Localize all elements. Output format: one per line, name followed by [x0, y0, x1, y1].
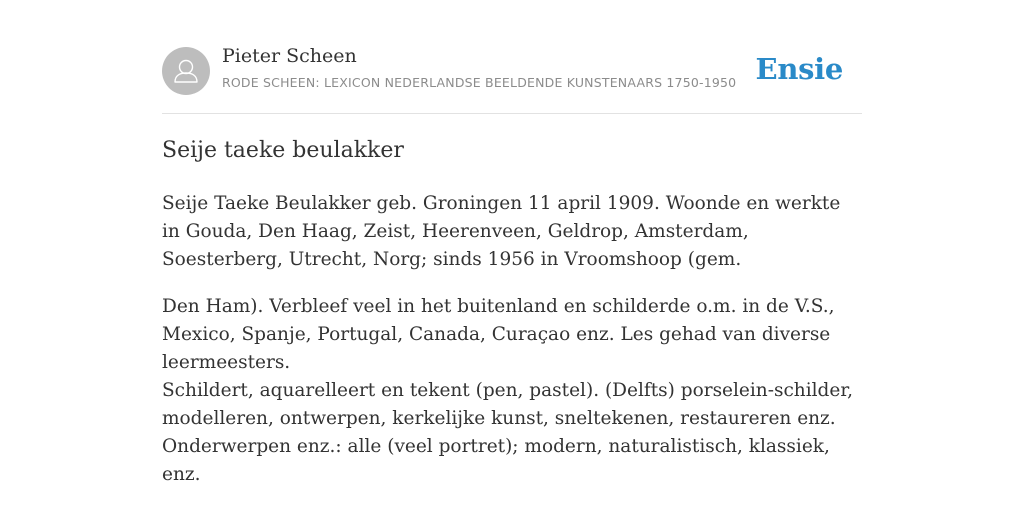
article-paragraph: Seije Taeke Beulakker geb. Groningen 11 april 1909. Woonde en werkte in Gouda, Den Haag, Zeist, Heerenveen, Geldrop, Amsterdam, Soesterberg, Utrecht, Norg; sinds 1956 in Vroomshoop (gem. — [162, 193, 841, 270]
article-card — [162, 0, 862, 485]
ensie-logo[interactable]: Ensie — [755, 52, 843, 86]
avatar[interactable] — [162, 47, 210, 95]
author-name[interactable]: Pieter Scheen — [222, 45, 357, 67]
article-paragraph: Den Ham). Verbleef veel in het buitenland en schilderde o.m. in de V.S., Mexico, Spanje, Portugal, Canada, Curaçao enz. Les gehad van diverse leermeesters. — [162, 296, 835, 373]
source-label[interactable]: RODE SCHEEN: LEXICON NEDERLANDSE BEELDENDE KUNSTENAARS 1750-1950 — [222, 75, 737, 90]
page-title: Seije taeke beulakker — [162, 138, 404, 163]
user-icon — [162, 47, 210, 95]
article-paragraph: Schildert, aquarelleert en tekent (pen, pastel). (Delfts) porselein-schilder, modelleren, ontwerpen, kerkelijke kunst, sneltekenen, restaureren enz. Onderwerpen enz.: alle (veel portret); modern, naturalistisch, klassiek, enz. — [162, 380, 854, 485]
article-header — [162, 0, 862, 114]
